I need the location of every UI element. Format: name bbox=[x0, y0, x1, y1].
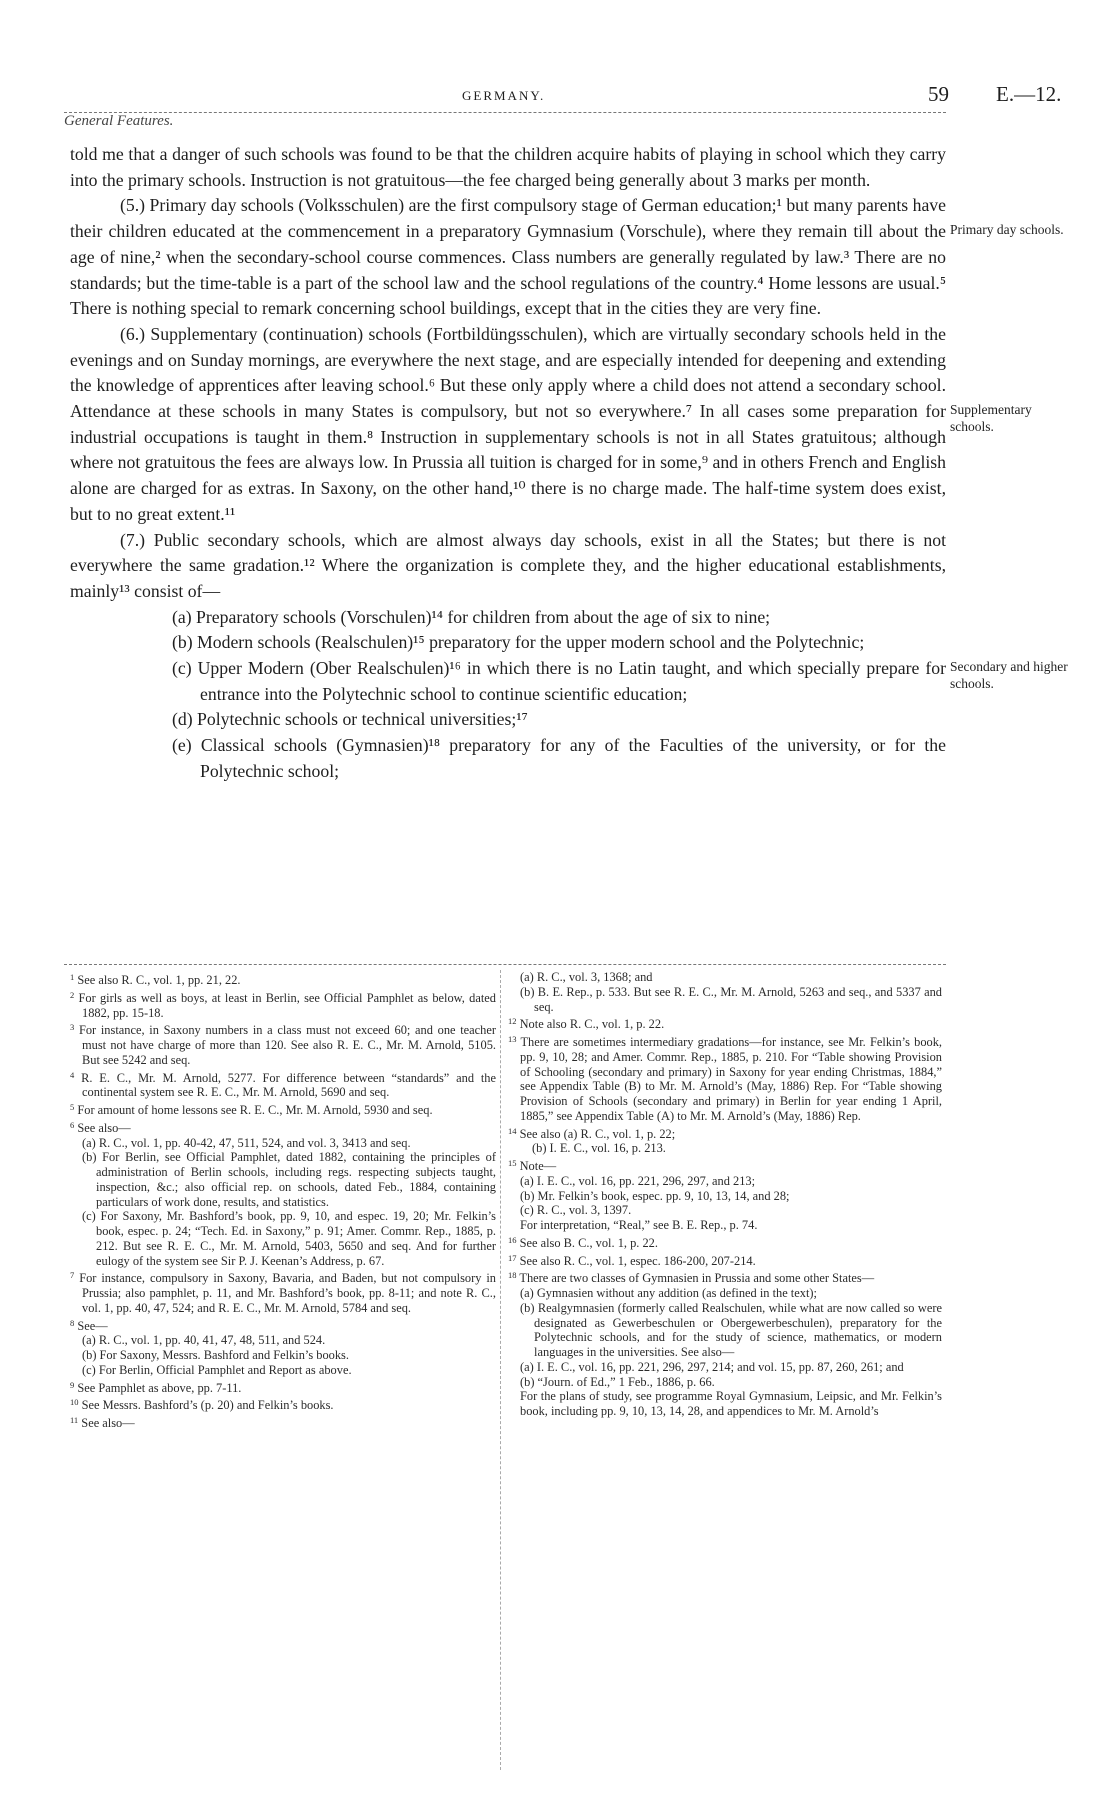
footnote-subitem: (a) R. C., vol. 3, 1368; and bbox=[520, 970, 653, 984]
list-item: (a) Preparatory schools (Vorschulen)¹⁴ for children from about the age of six to nine; bbox=[172, 606, 771, 627]
document-reference: E.—12. bbox=[996, 82, 1062, 106]
footnote: $^4$ R. E. C., Mr. M. Arnold, 5277. For difference between “standards” and the continental system see R. E. C., Mr. M. Arnold, 5690 and seq. bbox=[70, 1069, 496, 1100]
footnote: $^{11}$ See also— bbox=[70, 1415, 135, 1430]
footnote: $^{16}$ See also B. C., vol. 1, p. 22. bbox=[508, 1234, 658, 1250]
footnote-subitem: (c) For Saxony, Mr. Bashford’s book, pp. 9, 10, and espec. 19, 20; Mr. Felkin’s book, espec. p. 24; “Tech. Ed. in Saxony,” p. 91; Amer. Commr. Rep., 1885, p. 212. But see R. E. C., Mr. M. Arnold, 5403, 5650 and seq. And for further eulogy of the system see Sir P. J. Keenan’s Address, p. 67. bbox=[82, 1209, 496, 1268]
footnote: $^{13}$ There are sometimes intermediary gradations—for instance, see Mr. Felkin’s book, pp. 9, 10, 28; and Amer. Commr. Rep., 1885, p. 210. For “Table showing Provision of Schooling (secondary and primary) in Saxony for year ending Christmas, 1884,” see Appendix Table (B) to Mr. M. Arnold’s (May, 1886) Rep. For “Table showing Provision of Schools (secondary and primary) in Berlin for year ending 1 April, 1885,” see Appendix Table (A) to Mr. M. Arnold’s (May, 1886) Rep. bbox=[508, 1034, 942, 1123]
footnote-subitem: (b) For Berlin, see Official Pamphlet, dated 1882, containing the principles of administration of Berlin schools, including regs. respecting subjects taught, inspection, &c.; also official rep. on schools, dated Feb., 1884, containing particulars of work done, results, and statistics. bbox=[82, 1150, 496, 1209]
margin-note-supplementary: Supplementary schools. bbox=[950, 402, 1032, 434]
footnote-subitem: (a) R. C., vol. 1, pp. 40-42, 47, 511, 524, and vol. 3, 3413 and seq. bbox=[82, 1135, 411, 1150]
footnote: $^{12}$ Note also R. C., vol. 1, p. 22. bbox=[508, 1016, 665, 1032]
school-types-list bbox=[70, 605, 946, 785]
footnote-subitem: (a) R. C., vol. 1, pp. 40, 41, 47, 48, 511, and 524. bbox=[82, 1333, 326, 1348]
footnote-continuation: For the plans of study, see programme Royal Gymnasium, Leipsic, and Mr. Felkin’s book, including pp. 9, 10, 13, 14, 28, and appendices to Mr. M. Arnold’s bbox=[520, 1389, 942, 1418]
footnote: $^5$ For amount of home lessons see R. E. C., Mr. M. Arnold, 5930 and seq. bbox=[70, 1102, 433, 1117]
margin-note-secondary: Secondary and higher schools. bbox=[950, 659, 1068, 691]
body-text bbox=[70, 142, 946, 785]
footnote-subitem: (c) For Berlin, Official Pamphlet and Report as above. bbox=[82, 1362, 352, 1377]
footnote-subitem: (b) B. E. Rep., p. 533. But see R. E. C., Mr. M. Arnold, 5263 and seq., and 5337 and seq. bbox=[520, 984, 942, 1014]
footnote-subitem: (c) R. C., vol. 3, 1397. bbox=[520, 1203, 632, 1218]
footnote: $^{18}$ There are two classes of Gymnasien in Prussia and some other States— bbox=[508, 1270, 875, 1286]
list-item: (c) Upper Modern (Ober Realschulen)¹⁶ in which there is no Latin taught, and which specially prepare for entrance into the Polytechnic school to continue scientific education; bbox=[172, 658, 946, 704]
footnote: $^9$ See Pamphlet as above, pp. 7-11. bbox=[70, 1379, 242, 1395]
section-heading: General Features. bbox=[64, 113, 174, 129]
footnote-subitem: (a) Gymnasien without any addition (as defined in the text); bbox=[520, 1286, 817, 1300]
footnote: $^7$ For instance, compulsory in Saxony, Bavaria, and Baden, but not compulsory in Prussia; also pamphlet, p. 11, and Mr. Bashford’s book, pp. 8-11; and note R. C., vol. 1, pp. 40, 47, 524; and R. E. C., Mr. M. Arnold, 5784 and seq. bbox=[70, 1270, 496, 1315]
footnote-rule bbox=[64, 964, 946, 965]
footnote-subitem: (b) Mr. Felkin’s book, espec. pp. 9, 10, 13, 14, and 28; bbox=[520, 1188, 790, 1203]
list-item: (d) Polytechnic schools or technical universities;¹⁷ bbox=[172, 709, 528, 730]
footnote-subitem: (a) I. E. C., vol. 16, pp. 221, 296, 297, 214; and vol. 15, pp. 87, 260, 261; and bbox=[520, 1359, 904, 1374]
page-number: 59 bbox=[928, 82, 949, 106]
section-rule bbox=[64, 112, 946, 130]
footnote: $^8$ See— bbox=[70, 1317, 108, 1333]
footnote: $^3$ For instance, in Saxony numbers in a class must not exceed 60; and one teacher must not have charge of more than 120. See also R. E. C., Mr. M. Arnold, 5105. But see 5242 and seq. bbox=[70, 1022, 496, 1067]
margin-note-primary: Primary day schools. bbox=[950, 222, 1064, 237]
footnote-continuation: For interpretation, “Real,” see B. E. Rep., p. 74. bbox=[520, 1218, 758, 1232]
footnote-subitem: (a) I. E. C., vol. 16, pp. 221, 296, 297, and 213; bbox=[520, 1173, 756, 1188]
footnote-subitem: (b) For Saxony, Messrs. Bashford and Felkin’s books. bbox=[82, 1348, 349, 1362]
list-item: (b) Modern schools (Realschulen)¹⁵ preparatory for the upper modern school and the Polytechnic; bbox=[172, 632, 865, 653]
footnote-subitem: (b) “Journ. of Ed.,” 1 Feb., 1886, p. 66. bbox=[520, 1374, 715, 1389]
list-item: (e) Classical schools (Gymnasien)¹⁸ preparatory for any of the Faculties of the university, or for the Polytechnic school; bbox=[172, 735, 946, 781]
footnote-column-divider bbox=[500, 970, 501, 1770]
header-country: GERMANY. bbox=[462, 88, 546, 103]
paragraph-secondary-schools: (7.) Public secondary schools, which are almost always day schools, exist in all the States; but there is not everywhere the same gradation.¹² Where the organization is complete they, and the higher educational establishments, mainly¹³ consist of— bbox=[70, 529, 946, 601]
footnote: $^{15}$ Note— bbox=[508, 1158, 557, 1173]
footnotes-left-column bbox=[70, 970, 496, 1431]
paragraph-supplementary-schools: (6.) Supplementary (continuation) schools (Fortbildüngsschulen), which are virtually secondary schools held in the evenings and on Sunday mornings, are everywhere the next stage, and are especially intended for deepening and extending the knowledge of apprentices after leaving school.⁶ But these only apply where a child does not attend a secondary school. Attendance at these schools in many States is compulsory, but not so everywhere.⁷ In all cases some preparation for industrial occupations is taught in them.⁸ Instruction in supplementary schools is not in all States gratuitous; although where not gratuitous the fees are always low. In Prussia all tuition is charged for in some,⁹ and in others French and English alone are charged for as extras. In Saxony, on the other hand,¹⁰ there is no charge made. The half-time system does exist, but to no great extent.¹¹ bbox=[70, 323, 946, 524]
paragraph-continued: told me that a danger of such schools was found to be that the children acquire habits of playing in school which they carry into the primary schools. Instruction is not gratuitous—the fee charged being generally about 3 marks per month. bbox=[70, 144, 946, 190]
footnote-subitem: (b) Realgymnasien (formerly called Realschulen, while what are now called so were designated as Gewerbeschulen or Obergewerbeschulen), preparatory for the Polytechnic schools, and for the study of science, mathematics, or modern languages in the universities. See also— bbox=[520, 1300, 942, 1359]
footnote: $^{14}$ See also (a) R. C., vol. 1, p. 22; bbox=[508, 1125, 676, 1141]
footnote: $^{10}$ See Messrs. Bashford’s (p. 20) and Felkin’s books. bbox=[70, 1397, 334, 1413]
running-header bbox=[0, 82, 1114, 110]
footnote: $^1$ See also R. C., vol. 1, pp. 21, 22. bbox=[70, 972, 241, 987]
footnote-subitem: (b) I. E. C., vol. 16, p. 213. bbox=[532, 1141, 666, 1156]
footnotes-right-column bbox=[508, 970, 942, 1419]
footnote: $^2$ For girls as well as boys, at least in Berlin, see Official Pamphlet as below, dated 1882, pp. 15-18. bbox=[70, 989, 496, 1020]
footnote: $^{17}$ See also R. C., vol. 1, espec. 186-200, 207-214. bbox=[508, 1252, 756, 1268]
paragraph-primary-schools: (5.) Primary day schools (Volksschulen) are the first compulsory stage of German education;¹ but many parents have their children educated at the commencement in a preparatory Gymnasium (Vorschule), where they remain till about the age of nine,² when the secondary-school course commences. Class numbers are generally regulated by law.³ There are no standards; but the time-table is a part of the school law and the school regulations of the country.⁴ Home lessons are usual.⁵ There is nothing special to remark concerning school buildings, except that in the cities they are very fine. bbox=[70, 195, 946, 319]
footnote: $^6$ See also— bbox=[70, 1119, 131, 1135]
